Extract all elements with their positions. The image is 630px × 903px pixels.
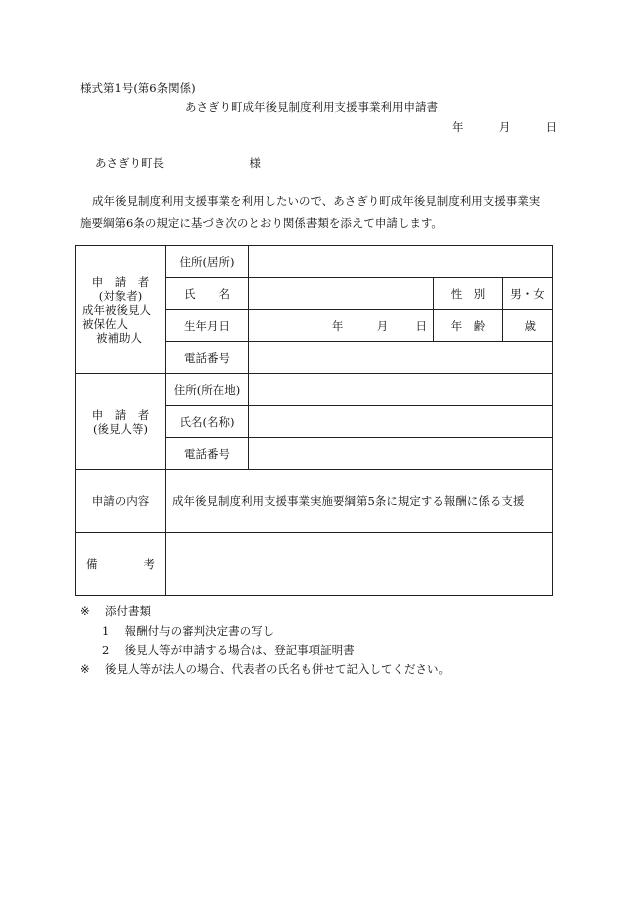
remarks-label-a: 備 — [86, 557, 98, 571]
birth-date-field[interactable] — [249, 310, 434, 342]
guardian-address-label: 住所(所在地) — [166, 374, 249, 406]
date-year: 年 — [452, 120, 464, 134]
age-label: 年 齢 — [434, 310, 503, 342]
applicant-address-row — [76, 246, 553, 278]
applicant-heading-cell — [76, 246, 166, 374]
attachment-item-2 — [102, 642, 355, 658]
birth-day: 日 — [415, 318, 427, 333]
sex-label: 性 別 — [434, 278, 503, 310]
guardian-address-row — [76, 374, 553, 406]
attachments-title-line — [80, 603, 151, 619]
birth-label: 生年月日 — [166, 310, 249, 342]
document-title: あさぎり町成年後見制度利用支援事業利用申請書 — [185, 100, 438, 114]
remarks-label-b: 考 — [143, 557, 155, 571]
body-paragraph — [80, 190, 556, 234]
birth-year: 年 — [331, 318, 344, 333]
guardian-name-label: 氏名(名称) — [166, 406, 249, 438]
attachments-title: 添付書類 — [104, 604, 151, 618]
birth-month: 月 — [376, 318, 389, 333]
addressee — [95, 155, 261, 171]
corporate-note-line — [80, 661, 450, 677]
date-month: 月 — [498, 120, 511, 134]
note-mark-2: ※ — [80, 662, 90, 676]
applicant-name-label: 氏 名 — [166, 278, 249, 310]
form-number: 様式第1号(第6条関係) — [80, 81, 196, 95]
attachment-item-1-text: 報酬付与の審判決定書の写し — [124, 624, 275, 638]
sex-value[interactable]: 男・女 — [503, 278, 553, 310]
content-label: 申請の内容 — [76, 470, 166, 533]
applicant-phone-label: 電話番号 — [166, 342, 249, 374]
applicant-heading-4: 被保佐人 — [82, 316, 128, 331]
remarks-label — [76, 533, 166, 596]
attachment-item-1-no: 1 — [102, 624, 110, 638]
body-line-1: 成年後見制度利用支援事業を利用したいので、あさぎり町成年後見制度利用支援事業実 — [92, 194, 541, 208]
application-table — [75, 245, 553, 596]
applicant-address-field[interactable] — [249, 246, 553, 278]
addressee-honorific: 様 — [249, 156, 261, 170]
attachment-item-1 — [102, 623, 274, 639]
guardian-address-field[interactable] — [249, 374, 553, 406]
date-day: 日 — [545, 120, 558, 134]
remarks-field[interactable] — [166, 533, 553, 596]
guardian-heading-cell — [76, 374, 166, 470]
attachment-item-2-text: 後見人等が申請する場合は、登記事項証明書 — [124, 643, 355, 657]
guardian-phone-field[interactable] — [249, 438, 553, 470]
attachment-item-2-no: 2 — [102, 643, 110, 657]
guardian-name-field[interactable] — [249, 406, 553, 438]
age-unit: 歳 — [524, 318, 537, 333]
content-value: 成年後見制度利用支援事業実施要綱第5条に規定する報酬に係る支援 — [166, 470, 553, 533]
corporate-note: 後見人等が法人の場合、代表者の氏名も併せて記入してください。 — [104, 662, 450, 676]
note-mark-1: ※ — [80, 604, 90, 618]
content-row — [76, 470, 553, 533]
applicant-address-label: 住所(居所) — [166, 246, 249, 278]
applicant-phone-field[interactable] — [249, 342, 553, 374]
remarks-row — [76, 533, 553, 596]
addressee-name: あさぎり町長 — [95, 156, 164, 170]
date-line — [452, 119, 557, 135]
guardian-phone-label: 電話番号 — [166, 438, 249, 470]
applicant-heading-2: (対象者) — [98, 288, 143, 303]
applicant-heading-1: 申 請 者 — [91, 274, 150, 289]
body-line-2: 施要綱第6条の規定に基づき次のとおり関係書類を添えて申請します。 — [80, 216, 443, 230]
guardian-heading-2: (後見人等) — [93, 421, 148, 436]
guardian-heading-1: 申 請 者 — [91, 407, 150, 422]
applicant-heading-3: 成年被後見人 — [82, 302, 151, 317]
applicant-name-field[interactable] — [249, 278, 434, 310]
age-field[interactable] — [503, 310, 553, 342]
applicant-heading-5: 被補助人 — [96, 330, 142, 345]
